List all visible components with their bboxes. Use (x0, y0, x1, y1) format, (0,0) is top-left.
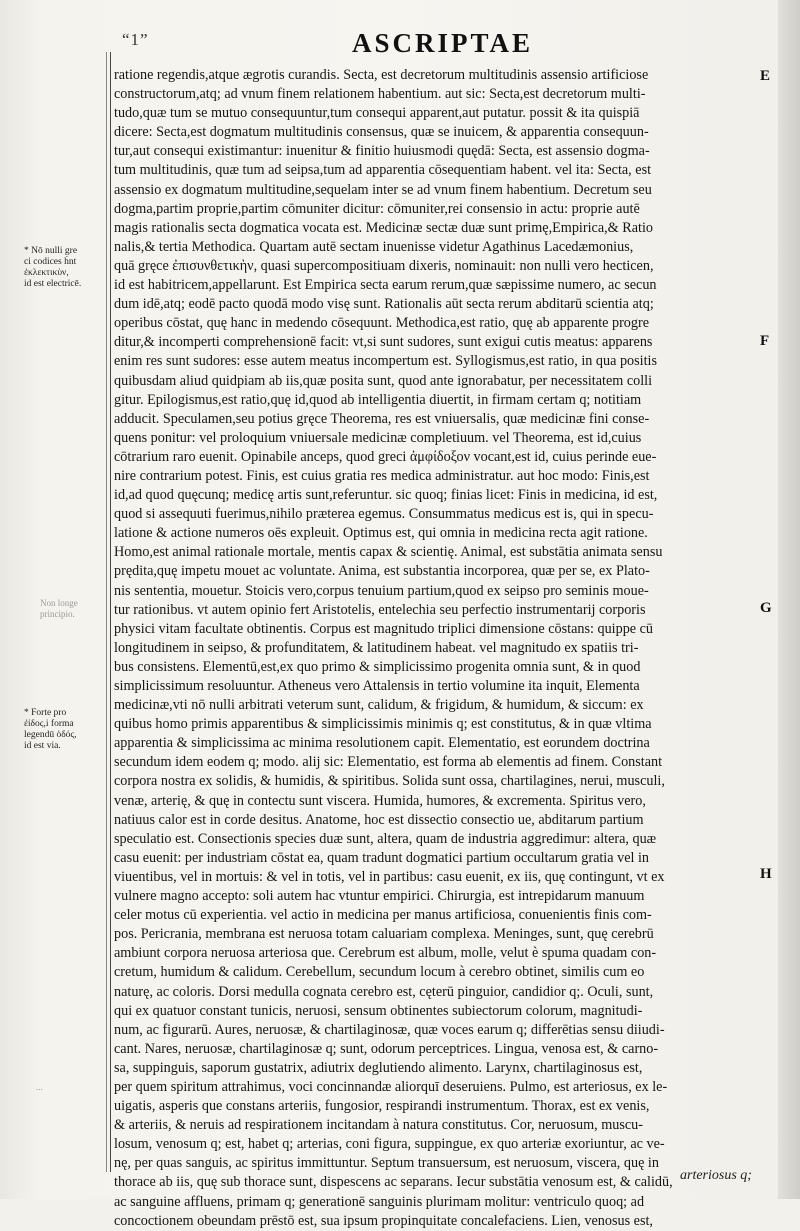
text-line: latione & actione numeros oēs expleuit. Optimus est, qui omnia in medicina recta agit ratione. (114, 525, 648, 542)
text-line: cretum, humidum & calidum. Cerebellum, secundum locum à cerebro obtinet, similis cum eo (114, 964, 645, 981)
text-line: naturę, ac coloris. Dorsi medulla cognata cerebro est, cęterū pinguior, candidior q;. Oculi, sunt, (114, 983, 654, 1000)
text-line: concoctionem obeundam prēstō est, sua ipsum propinquitate concalefaciens. Lien, venosus est, (114, 1212, 653, 1229)
text-line: Homo,est animal rationale mortale, mentis capax & scientię. Animal, est substātia animata sensu (114, 544, 663, 561)
text-line: losum, venosum q; est, habet q; arterias, coni figura, suppingue, ex quo arteriæ exoriuntur, ac ve- (114, 1136, 665, 1153)
catchword: arteriosus q; (680, 1168, 752, 1183)
text-line: longitudinem in seipso, & profunditatem, & latitudinem habeat. vel magnitudo ex spatiis tri- (114, 639, 639, 656)
margin-note-1 (24, 246, 104, 290)
text-line: prędita,quę impetu mouet ac voluntate. Anima, est substantia incorporea, quæ per se, ex Plato- (114, 563, 650, 580)
text-line: physici vitam facultate obtinentis. Corpus est magnitudo triplici dimensione cōstans: quippe cū (114, 620, 654, 637)
margin-note-line: ἐκλεκτικὺν, (24, 268, 69, 278)
margin-note-line: id est electricē. (24, 279, 82, 289)
margin-note-line: id est via. (24, 741, 61, 751)
text-line: quens ponitur: vel proloquium vniuersale medicinæ completiuum. vel Theorema, est id,cuius (114, 429, 642, 446)
text-line: operibus cōstat, quę hanc in medendo cōsequunt. Methodica,est ratio, quę ab apparente progre (114, 315, 650, 332)
section-letter-f: F (760, 333, 770, 349)
section-letter-g: G (760, 600, 772, 616)
page-edge (778, 0, 800, 1199)
text-line: ratione regendis,atque ægrotis curandis. Secta, est decretorum multitudinis assensio artificiose (114, 67, 649, 83)
margin-note-line: ci codices ḣnt (24, 257, 77, 267)
text-line: quibusdam aliud quidpiam ab iis,quæ posita sunt, quod ante ignorabatur, per necessitatem colli (114, 372, 653, 389)
text-line: nis sententia, mouetur. Stoicis vero,corpus tenuium partium,quod ex seipso pro seminis moue- (114, 582, 649, 599)
text-line: casu euenit: per industriam cōstat ea, quam tradunt dogmatici partium occultarum gratia vel in (114, 849, 650, 866)
text-line: quod si assequuti fuerimus,nihilo præterea egemus. Consummatus medicus est is, qui in specu- (114, 506, 654, 523)
text-line: dogma,partim proprie,partim cōmuniter dicitur: cōmuniter,rei consensio in actu: proprie autē (114, 200, 640, 217)
text-line: & arteriis, & neruis ad respirationem incitandam à natura constitutus. Cor, neruosum, muscu- (114, 1117, 643, 1134)
text-line: celer motus cū experientia. vel actio in medicina per manus artificiosa, conuenientis finis com- (114, 907, 652, 924)
folio-number: “1” (122, 30, 149, 49)
faint-margin-note-2 (36, 1082, 116, 1093)
body-text (114, 66, 754, 1231)
text-line: venæ, arterię, & quę in contectu sunt viscera. Humida, humores, & excrementa. Spiritus vero, (114, 792, 646, 809)
text-line: dicere: Secta,est dogmatum multitudinis consensus, quæ se inuicem, & apparentia consequun- (114, 124, 649, 141)
text-line: qui ex quatuor constant tunicis, neruosi, sensum obtinentes subiectorum colorum, magnitudi- (114, 1002, 643, 1019)
text-line: pos. Pericrania, membrana est neruosa totam caluariam complexa. Meninges, sunt, quę cerebrū (114, 926, 654, 943)
running-head: ASCRIPTAE (352, 28, 534, 58)
text-line: quā gręce ἐπισυνθετικὴν, quasi supercompositiuam dixeris, nominauit: non nulli vero hecticen, (114, 257, 654, 274)
text-line: uigatis, asperis que constans arteriis, fungosior, respirandi instrumentum. Thorax, est ex venis, (114, 1098, 650, 1115)
text-line: simplicissimum resoluuntur. Atheneus vero Attalensis in tertio volumine ita inquit, Elementa (114, 678, 640, 694)
text-line: adducit. Speculamen,seu potius gręce Theorema, res est vniuersalis, quæ medicinæ fini conse- (114, 410, 650, 427)
text-line: nire contrarium potest. Finis, est cuius gratia res medica administratur. aut hoc modo: Finis,est (114, 467, 650, 484)
text-line: cant. Nares, neruosæ, chartilaginosæ q; sunt, odorum perceptrices. Lingua, venosa est, & carno- (114, 1040, 659, 1057)
margin-note-line: * Nō nulli gre (24, 246, 78, 256)
margin-note-line: legendū ὁδός, (24, 730, 77, 740)
text-line: num, ac figurarū. Aures, neruosæ, & chartilaginosæ, quæ voces earum q; differētias sensu diiudi- (114, 1021, 665, 1038)
text-line: nalis,& tertia Methodica. Quartam autē sectam inuenisse videtur Agathinus Lacedæmonius, (114, 238, 634, 255)
text-line: tur rationibus. vt autem opinio fert Aristotelis, entelechia seu perfectio instrumentarij corporis (114, 601, 646, 618)
text-line: quibus homo primis apparentibus & simplicissimis minimis q; est constitutus, & in quæ vltima (114, 716, 652, 733)
text-line: constructorum,atq; ad vnum finem relationem habentium. aut sic: Secta,est decretorum multi- (114, 86, 646, 103)
text-line: secundum idem eodem q; modo. alij sic: Elementatio, est forma ab elementis ad finem. Constant (114, 754, 663, 771)
text-line: id,ad quod quęcunq; medicę artis sunt,referuntur. sic quoq; finias licet: Finis in medicina, id est, (114, 487, 658, 504)
margin-note-line: * Forte pro (24, 708, 67, 718)
text-line: corpora nostra ex solidis, & humidis, & spiritibus. Solida sunt ossa, chartilagines, nerui, musculi, (114, 773, 665, 790)
faint-margin-note-1 (40, 598, 120, 620)
text-line: bus consistens. Elementū,est,ex quo primo & simplicissimo progenita omnia sunt, & in quod (114, 658, 641, 675)
text-line: assensio ex dogmatum multitudine,sequelam inter se ad vnum finem habentium. Decretum seu (114, 181, 652, 198)
text-line: ditur,& incomperti comprehensionē facit: vt,si sunt sudores, sunt exigui cutis meatus: apparens (114, 334, 653, 351)
text-line: per quem spiritum attrahimus, voci concinnandæ aliorquī deseruiens. Pulmo, est arteriosus, ex le- (114, 1078, 668, 1095)
text-line: cōtrarium raro euenit. Opinabile anceps, quod greci ἀμφίδοξον vocant,est id, cuius perinde eue- (114, 448, 657, 465)
section-letter-e: E (760, 68, 771, 84)
margin-note-line: ἐίδος,i forma (24, 719, 74, 729)
text-line: viuentibus, vel in mortuis: & vel in totis, vel in partibus: casu euenit, ex iis, quę contingunt, vt ex (114, 868, 665, 885)
faint-note-line: principio. (40, 609, 75, 619)
text-line: medicinæ,vti nō nulli arbitrati veterum sunt, calidum, & frigidum, & humidum, & siccum: ex (114, 697, 644, 714)
text-line: natiuus calor est in corde desitus. Anatome, hoc est dissectio consectio ue, abditarum partium (114, 811, 644, 828)
text-line: speculatio est. Consectionis species duæ sunt, altera, quam de industria aggredimur: altera, quæ (114, 830, 657, 847)
text-line: dum idē,atq; eodē pacto quodā modo visę sunt. Rationalis aūt secta rerum abditarū scientia atq; (114, 296, 654, 313)
text-line: ambiunt corpora neruosa arteriosa que. Cerebrum est album, molle, velut è spuma quadam con- (114, 945, 657, 962)
text-line: enim res sunt sudores: esse autem meatus incompertum est. Syllogismus,est ratio, in qua positis (114, 353, 657, 370)
text-line: vulnere magno accepto: soli autem hac vtuntur empirici. Chirurgia, est intrepidarum manuum (114, 888, 645, 905)
section-letter-h: H (760, 866, 772, 882)
text-line: id est habitricem,appellarunt. Est Empirica secta earum rerum,quæ sæpissime numero, ac secun (114, 277, 657, 294)
text-line: gitur. Epilogismus,est ratio,quę id,quod ab intelligentia diuertit, in firmam certam q; notitiam (114, 391, 642, 408)
text-line: tum multitudinis, quæ tum ad seipsa,tum ad apparentia cōsequentiam habent. vel ita: Secta, est (114, 162, 652, 179)
text-line: ac sanguine affluens, primam q; generationē sanguinis plurimam molitur: ventriculo quoq; ad (114, 1193, 645, 1210)
text-line: apparentia & simplicissima ac minima resolutionem capit. Elementatio, est eorundem doctrina (114, 735, 650, 752)
text-line: sa, suppinguis, saporum gustatrix, adiutrix deglutiendo alimento. Larynx, chartilaginosus est, (114, 1059, 643, 1076)
margin-note-2 (24, 708, 104, 752)
text-line: magis rationalis secta dogmatica vocata est. Medicinæ sectæ duæ sunt primę,Empirica,& Ratio (114, 219, 653, 236)
faint-note-line: Non longe (40, 598, 78, 608)
text-line: nę, per quas sanguis, ac spiritus immittuntur. Septum transuersum, est neruosum, viscera, quę in (114, 1155, 659, 1172)
text-line: tudo,quæ tum se mutuo consequuntur,tum consequi apparent,aut putatur. possit & ita quispiā (114, 105, 640, 122)
faint-note-line: ... (36, 1082, 43, 1092)
text-line: tur,aut consequi existimantur: inuenitur & finitio huiusmodi quędā: Secta, est assensio dogma- (114, 143, 650, 160)
text-line: thorace ab iis, quę sub thorace sunt, dispescens ac separans. Iecur substātia venosum est, & calidū, (114, 1174, 673, 1191)
